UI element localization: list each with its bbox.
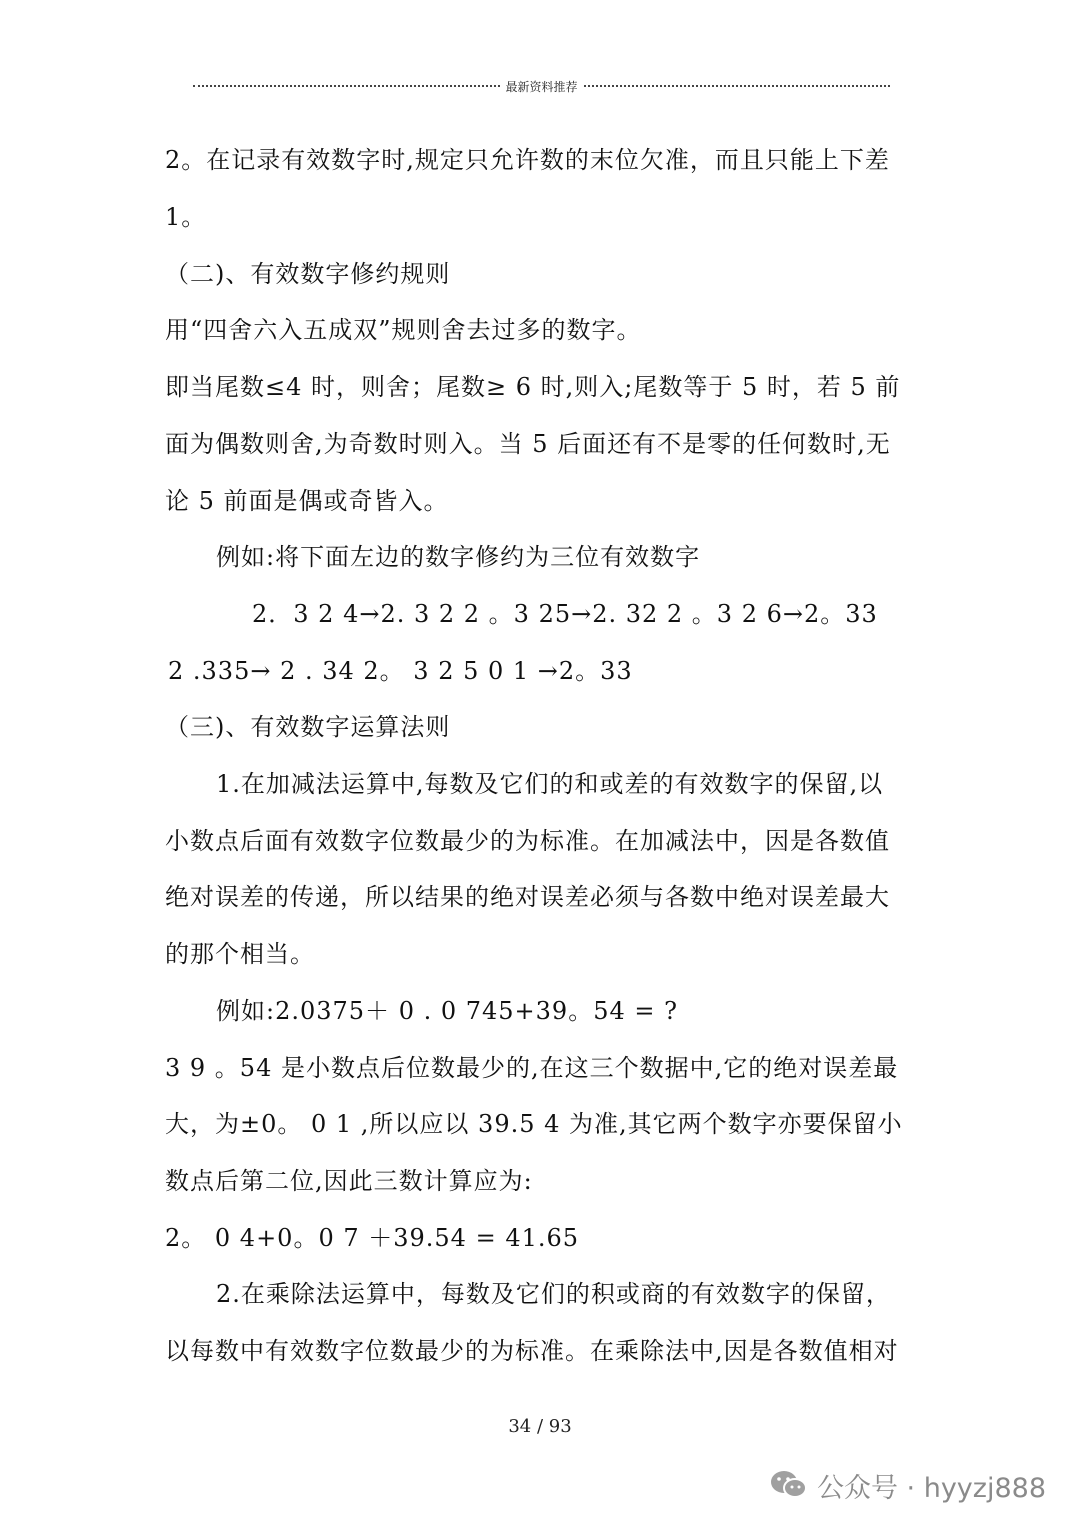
paragraph-line: 1。 — [165, 203, 207, 231]
paragraph-line: 数点后第二位,因此三数计算应为: — [165, 1167, 533, 1195]
paragraph-line: 即当尾数≤4 时，则舍；尾数≥ 6 时,则入;尾数等于 5 时，若 5 前 — [165, 373, 901, 401]
paragraph-line: 面为偶数则舍,为奇数时则入。当 5 后面还有不是零的任何数时,无 — [165, 430, 891, 458]
paragraph-line: 论 5 前面是偶或奇皆入。 — [165, 487, 449, 515]
example-intro: 例如:将下面左边的数字修约为三位有效数字 — [216, 543, 701, 571]
section-heading: （二)、有效数字修约规则 — [165, 260, 451, 288]
wechat-icon — [769, 1469, 809, 1501]
section-heading: （三)、有效数字运算法则 — [165, 713, 451, 741]
header-dotted-rule-left — [193, 85, 500, 87]
paragraph-line: 以每数中有效数字位数最少的为标准。在乘除法中,因是各数值相对 — [165, 1337, 899, 1365]
header-label: 最新资料推荐 — [505, 79, 578, 94]
paragraph-line: 2。在记录有效数字时,规定只允许数的末位欠准，而且只能上下差 — [165, 146, 890, 174]
paragraph-line: 绝对误差的传递，所以结果的绝对误差必须与各数中绝对误差最大 — [165, 883, 890, 911]
watermark-text: 公众号 · hyyzj888 — [816, 1472, 1046, 1504]
page-number: 34 / 93 — [508, 1416, 572, 1437]
watermark — [769, 1468, 1046, 1502]
page-header — [193, 76, 890, 96]
example-line: 例如:2.0375＋ 0 . 0 745+39。54 = ? — [216, 997, 678, 1025]
paragraph-line: 2.在乘除法运算中，每数及它们的积或商的有效数字的保留， — [216, 1280, 891, 1308]
paragraph-line: 3 9 。54 是小数点后位数最少的,在这三个数据中,它的绝对误差最 — [165, 1054, 899, 1082]
paragraph-line: 的那个相当。 — [165, 940, 315, 968]
paragraph-line: 用“四舍六入五成双”规则舍去过多的数字。 — [165, 316, 642, 344]
paragraph-line: 1.在加减法运算中,每数及它们的和或差的有效数字的保留,以 — [216, 770, 884, 798]
example-line: 2 .335→ 2 . 34 2。 3 2 5 0 1 →2。33 — [168, 657, 633, 685]
header-dotted-rule-right — [584, 85, 891, 87]
paragraph-line: 小数点后面有效数字位数最少的为标准。在加减法中，因是各数值 — [165, 827, 890, 855]
equation-line: 2。 0 4+0。0 7 ＋39.54 = 41.65 — [165, 1224, 580, 1252]
paragraph-line: 大，为±0。 0 1 ,所以应以 39.5 4 为准,其它两个数字亦要保留小 — [165, 1110, 903, 1138]
example-line: 2．3 2 4→2. 3 2 2 。3 25→2. 32 2 。3 2 6→2。33 — [252, 600, 878, 628]
